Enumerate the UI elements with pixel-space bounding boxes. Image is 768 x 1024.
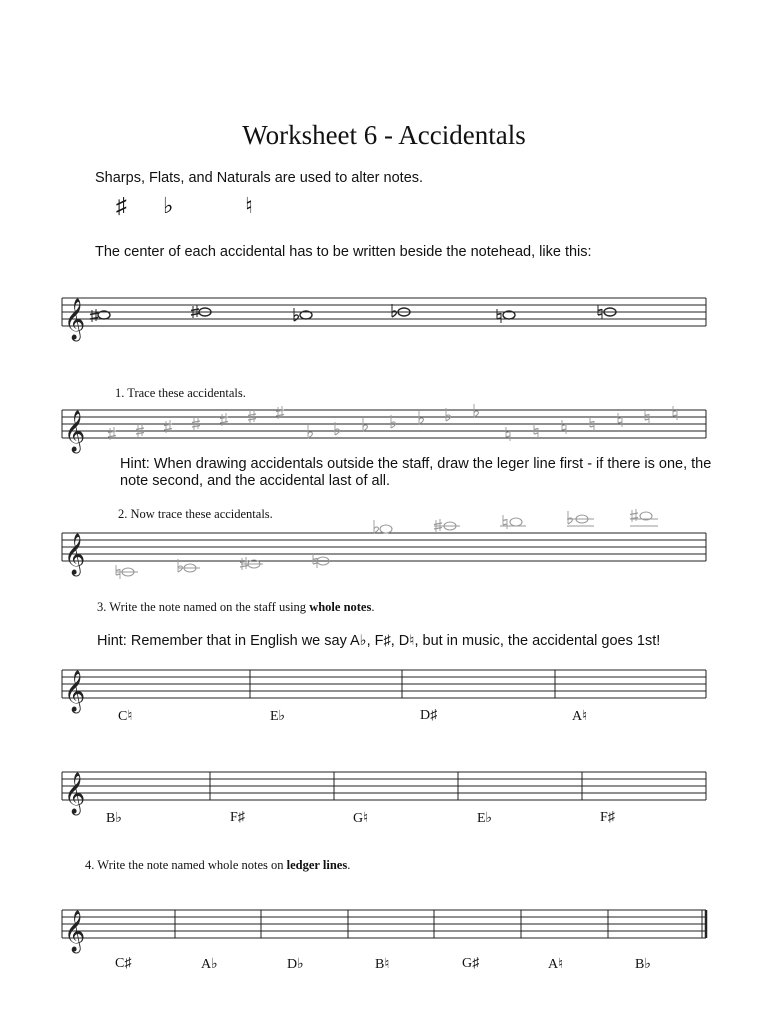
note-label: G♯ [462, 956, 480, 971]
note-label: F♯ [230, 810, 245, 825]
intro-text: Sharps, Flats, and Naturals are used to alter notes. [95, 170, 424, 186]
note-label: G♮ [353, 811, 369, 826]
exercise-1-label: 1. Trace these accidentals. [115, 386, 246, 400]
sharp-symbol: ♯ [116, 193, 127, 218]
note-label: A♭ [201, 957, 218, 972]
exercise-2-label: 2. Now trace these accidentals. [118, 507, 273, 521]
hint-leger-lines: Hint: When drawing accidentals outside the staff, draw the leger line first - if there is one, the note second, and the accidental last of all. [120, 456, 712, 489]
center-instruction: The center of each accidental has to be written beside the notehead, like this: [95, 244, 592, 260]
note-label: F♯ [600, 810, 615, 825]
note-label: C♮ [118, 709, 133, 724]
staff-exercise-4[interactable] [62, 910, 706, 953]
treble-clef-icon: 𝄞 [64, 534, 86, 575]
treble-clef-icon: 𝄞 [64, 671, 86, 712]
treble-clef-icon: 𝄞 [64, 773, 86, 814]
exercise-3-label: 3. Write the note named on the staff using whole notes. [97, 600, 375, 614]
staff-exercise-2 [62, 509, 706, 579]
note-label: A♮ [572, 709, 588, 724]
note-label: E♭ [477, 811, 493, 826]
flat-symbol: ♭ [163, 193, 174, 218]
note-label: E♭ [270, 709, 286, 724]
natural-symbol: ♮ [245, 193, 253, 218]
note-label: D♭ [287, 957, 304, 972]
note-label: A♮ [548, 957, 564, 972]
note-label: D♯ [420, 708, 438, 723]
note-label: B♮ [375, 957, 390, 972]
staff-exercise-3-row-2[interactable] [62, 772, 706, 815]
treble-clef-icon: 𝄞 [64, 911, 86, 952]
treble-clef-icon: 𝄞 [64, 411, 86, 452]
hint-accidental-first: Hint: Remember that in English we say A♭, F♯, D♮, but in music, the accidental goes 1st! [97, 633, 661, 649]
staff-exercise-1 [62, 404, 706, 453]
exercise-4-label: 4. Write the note named whole notes on ledger lines. [85, 858, 351, 872]
note-label: B♭ [635, 957, 651, 972]
note-label: C♯ [115, 956, 132, 971]
treble-clef-icon: 𝄞 [64, 299, 86, 340]
staff-example [62, 298, 706, 341]
staff-exercise-3-row-1[interactable] [62, 670, 706, 713]
page-title: Worksheet 6 - Accidentals [242, 120, 526, 150]
note-label: B♭ [106, 811, 122, 826]
